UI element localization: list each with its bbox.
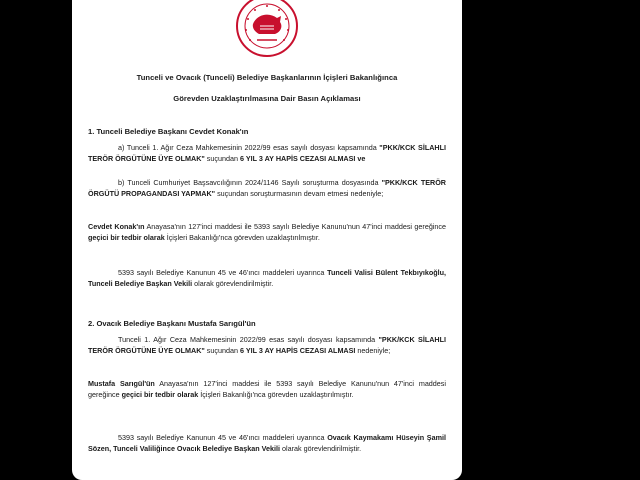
document-title-line-1: Tunceli ve Ovacık (Tunceli) Belediye Başkanlarının İçişleri Bakanlığınca: [136, 73, 398, 82]
document-title-line-2: Görevden Uzaklaştırılmasına Dair Basın Açıklaması: [173, 94, 361, 103]
section-1-paragraph-b: b) Tunceli Cumhuriyet Başsavcılığının 2024/1146 Sayılı soruşturma dosyasında "PKK/KCK TERÖR ÖRGÜTÜ PROPAGANDASI YAPMAK" suçundan soruşturmasının devam etmesi nedeniyle;: [88, 178, 446, 199]
section-2-paragraph-d: 5393 sayılı Belediye Kanunun 45 ve 46'ıncı maddeleri uyarınca Ovacık Kaymakamı Hüseyin Şamil Sözen, Tunceli Valiliğince Ovacık Belediye Başkan Vekili olarak görevlendirilmiştir.: [88, 433, 446, 454]
section-1-paragraph-c: Cevdet Konak'ın Anayasa'nın 127'inci maddesi ile 5393 sayılı Belediye Kanunu'nun 47'inci maddesi gereğince geçici bir tedbir olarak İçişleri Bakanlığı'nca görevden uzaklaştırılmıştır.: [88, 222, 447, 243]
section-1-paragraph-a: a) Tunceli 1. Ağır Ceza Mahkemesinin 2022/99 esas sayılı dosyası kapsamında "PKK/KCK SİLAHLI TERÖR ÖRGÜTÜNE ÜYE OLMAK" suçundan 6 YIL 3 AY HAPİS CEZASI ALMASI ve: [88, 143, 446, 164]
section-1-heading: 1. Tunceli Belediye Başkanı Cevdet Konak'ın: [88, 127, 249, 136]
ministry-seal-logo: [233, 0, 301, 60]
section-2-paragraph-a: Tunceli 1. Ağır Ceza Mahkemesinin 2022/99 esas sayılı dosyası kapsamında "PKK/KCK SİLAHLI TERÖR ÖRGÜTÜNE ÜYE OLMAK" suçundan 6 YIL 3 AY HAPİS CEZASI ALMASI nedeniyle;: [88, 335, 446, 356]
section-1-paragraph-d: 5393 sayılı Belediye Kanunun 45 ve 46'ıncı maddeleri uyarınca Tunceli Valisi Bülent Tekbıyıkoğlu, Tunceli Belediye Başkan Vekili olarak görevlendirilmiştir.: [88, 268, 446, 289]
document-page: [72, 0, 462, 480]
section-2-heading: 2. Ovacık Belediye Başkanı Mustafa Sarıgül'ün: [88, 319, 256, 328]
section-2-paragraph-c: Mustafa Sarıgül'ün Anayasa'nın 127'inci maddesi ile 5393 sayılı Belediye Kanunu'nun 47'inci maddesi gereğince geçici bir tedbir olarak İçişleri Bakanlığı'nca görevden uzaklaştırılmıştır.: [88, 379, 446, 400]
